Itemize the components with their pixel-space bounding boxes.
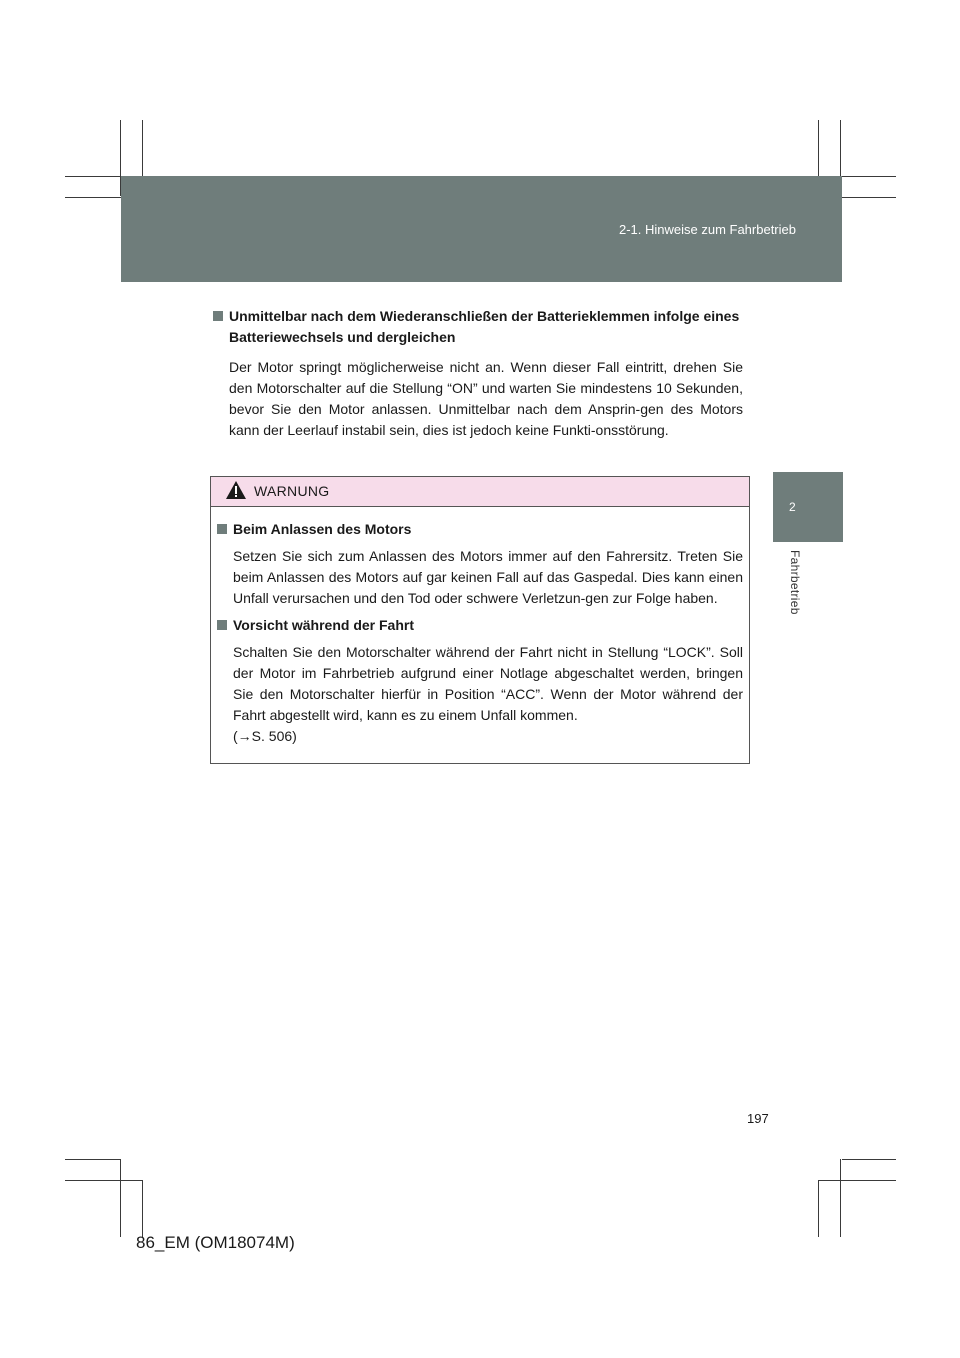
crop-mark <box>818 120 819 176</box>
section-heading-text: Unmittelbar nach dem Wiederanschließen der Batterieklemmen infolge eines Batteriewechsels und dergleichen <box>229 308 740 345</box>
warning-title: WARNUNG <box>254 483 330 499</box>
crop-mark <box>842 197 896 198</box>
chapter-header <box>121 176 842 282</box>
warning-box <box>210 476 750 764</box>
warning-item-heading-text: Vorsicht während der Fahrt <box>233 617 414 633</box>
warning-header <box>211 477 749 507</box>
warning-content <box>211 507 749 747</box>
crop-mark <box>65 197 121 198</box>
warning-item-heading-text: Beim Anlassen des Motors <box>233 521 412 537</box>
crop-mark <box>142 1180 143 1237</box>
square-bullet-icon <box>213 311 223 321</box>
crop-mark <box>842 1159 896 1160</box>
crop-mark <box>65 176 121 177</box>
crop-mark <box>842 176 896 177</box>
warning-triangle-icon <box>225 480 247 500</box>
warning-item-body: Setzen Sie sich zum Anlassen des Motors immer auf den Fahrersitz. Treten Sie beim Anlassen des Motors auf gar keinen Fall auf das Gaspedal. Dies kann einen Unfall verursachen und den Tod oder schwere Verletzun-gen zur Folge haben. <box>233 548 743 606</box>
crop-mark <box>120 1159 121 1237</box>
chapter-number: 2 <box>789 500 796 514</box>
info-section <box>213 306 743 441</box>
section-heading <box>213 306 743 348</box>
square-bullet-icon <box>217 524 227 534</box>
crop-mark <box>840 1159 841 1237</box>
page-number: 197 <box>747 1111 769 1126</box>
warning-item-heading <box>217 519 743 540</box>
page-reference: (→S. 506) <box>233 728 297 744</box>
crop-mark <box>818 1180 896 1181</box>
document-code: 86_EM (OM18074M) <box>136 1233 295 1252</box>
warning-item-body <box>217 642 743 747</box>
warning-item-heading <box>217 615 743 636</box>
chapter-title: 2-1. Hinweise zum Fahrbetrieb <box>618 222 796 237</box>
crop-mark <box>65 1159 121 1160</box>
crop-mark <box>142 120 143 176</box>
square-bullet-icon <box>217 620 227 630</box>
section-body: Der Motor springt möglicherweise nicht an. Wenn dieser Fall eintritt, drehen Sie den Motorschalter auf die Stellung “ON” und warten Sie mindestens 10 Sekunden, bevor Sie den Motor anlassen. Unmittelbar nach dem Ansprin-gen des Motors kann der Leerlauf instabil sein, dies ist jedoch keine Funkti-onsstörung. <box>229 359 743 438</box>
chapter-tab-label: Fahrbetrieb <box>788 550 802 615</box>
chapter-tab <box>773 472 843 542</box>
crop-mark <box>65 1180 142 1181</box>
crop-mark <box>818 1180 819 1237</box>
warning-item-body-text: Schalten Sie den Motorschalter während der Fahrt nicht in Stellung “LOCK”. Soll der Motor im Fahrbetrieb aufgrund einer Notlage abgeschaltet werden, bringen Sie den Motorschalter hierfür in Position “ACC”. Wenn der Motor während der Fahrt abgestellt wird, kann es zu einem Unfall kommen. <box>233 644 743 723</box>
